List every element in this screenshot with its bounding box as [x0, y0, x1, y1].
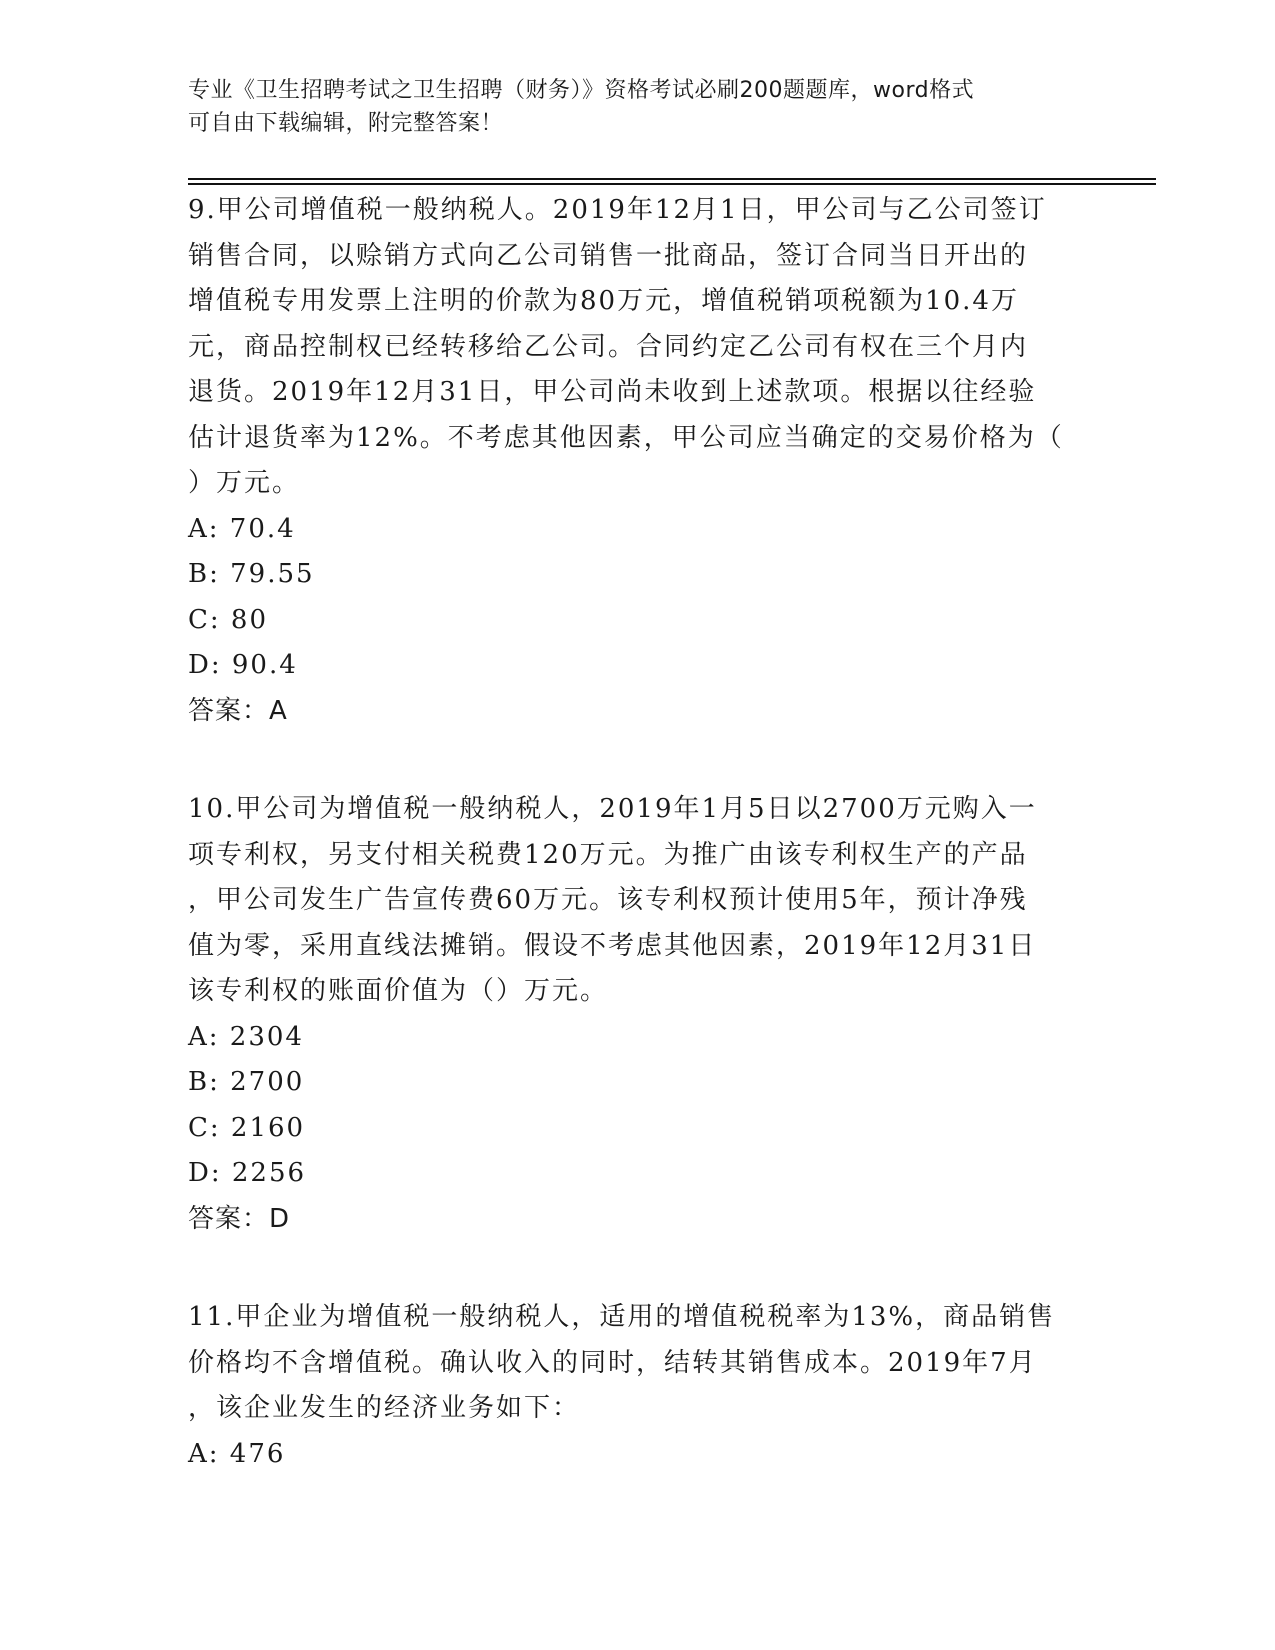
question-spacer	[188, 734, 1088, 787]
document-header	[188, 74, 1068, 140]
question-text	[188, 787, 1088, 1015]
question-11	[188, 1295, 1088, 1477]
question-spacer	[188, 1242, 1088, 1295]
header-title-line-2: 可自由下载编辑，附完整答案！	[188, 111, 504, 136]
question-line: 项专利权，另支付相关税费120万元。为推广由该专利权生产的产品	[188, 839, 1028, 870]
question-line: 价格均不含增值税。确认收入的同时，结转其销售成本。2019年7月	[188, 1347, 1037, 1378]
question-line: 元，商品控制权已经转移给乙公司。合同约定乙公司有权在三个月内	[188, 331, 1029, 362]
question-line: 值为零，采用直线法摊销。假设不考虑其他因素，2019年12月31日	[188, 930, 1037, 961]
question-10	[188, 787, 1088, 1242]
question-text	[188, 188, 1088, 507]
option-d: D: 90.4	[188, 650, 298, 680]
answer-label: 答案：A	[188, 695, 288, 726]
question-line: 9.甲公司增值税一般纳税人。2019年12月1日，甲公司与乙公司签订	[188, 195, 1047, 225]
option-b: B: 79.55	[188, 559, 315, 589]
question-line: 该专利权的账面价值为（）万元。	[188, 976, 609, 1006]
question-line: 退货。2019年12月31日，甲公司尚未收到上述款项。根据以往经验	[188, 377, 1037, 407]
option-a: A: 70.4	[188, 513, 296, 544]
question-line: 增值税专用发票上注明的价款为80万元，增值税销项税额为10.4万	[188, 286, 1019, 316]
option-a: A: 476	[188, 1438, 286, 1469]
question-line: 估计退货率为12%。不考虑其他因素，甲公司应当确定的交易价格为（	[188, 422, 1064, 453]
option-b: B: 2700	[188, 1067, 305, 1097]
option-a: A: 2304	[188, 1021, 304, 1052]
header-title-line-1: 专业《卫生招聘考试之卫生招聘（财务）》资格考试必刷200题题库，word格式	[188, 78, 975, 103]
header-divider-bottom	[188, 183, 1156, 185]
question-9	[188, 188, 1088, 734]
option-d: D: 2256	[188, 1158, 307, 1188]
option-c: C: 2160	[188, 1112, 306, 1143]
question-text	[188, 1295, 1088, 1432]
question-line: ，该企业发生的经济业务如下：	[188, 1393, 581, 1423]
question-list	[188, 188, 1088, 1477]
question-line: 10.甲公司为增值税一般纳税人，2019年1月5日以2700万元购入一	[188, 794, 1037, 824]
question-line: ，甲公司发生广告宣传费60万元。该专利权预计使用5年，预计净残	[188, 885, 1028, 915]
answer-label: 答案：D	[188, 1203, 291, 1234]
question-line: 11.甲企业为增值税一般纳税人，适用的增值税税率为13%，商品销售	[188, 1302, 1056, 1332]
question-line: ）万元。	[188, 468, 301, 498]
question-line: 销售合同，以赊销方式向乙公司销售一批商品，签订合同当日开出的	[188, 240, 1029, 271]
header-divider-top	[188, 178, 1156, 180]
option-c: C: 80	[188, 604, 269, 635]
